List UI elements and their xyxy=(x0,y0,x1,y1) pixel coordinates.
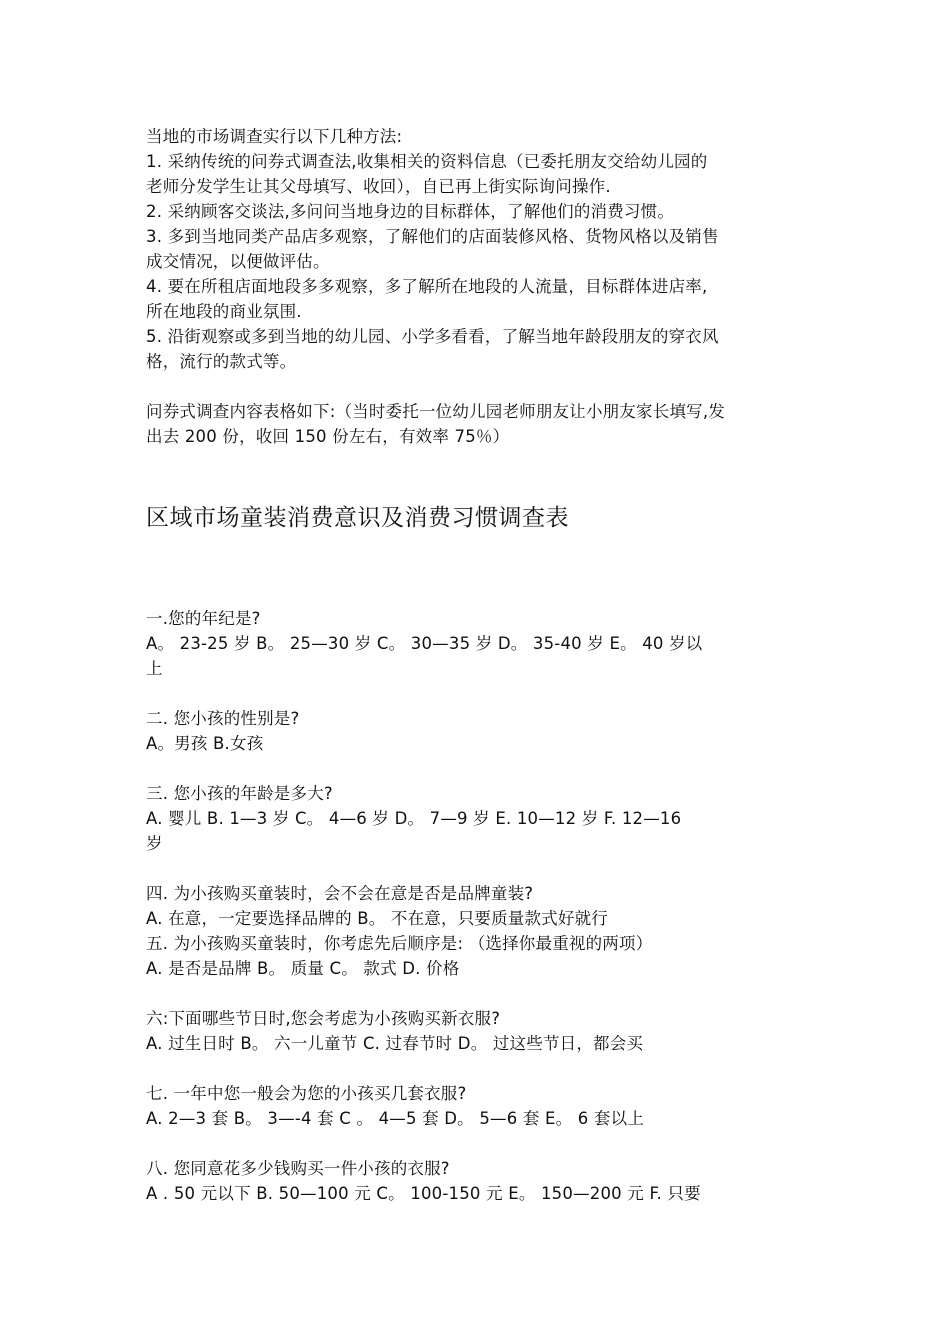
form-title: 区域市场童装消费意识及消费习惯调查表 xyxy=(146,505,569,531)
survey-note-line: 问券式调查内容表格如下:（当时委托一位幼儿园老师朋友让小朋友家长填写,发 xyxy=(146,402,726,421)
question-text: 一.您的年纪是? xyxy=(146,609,261,628)
intro-line: 所在地段的商业氛围. xyxy=(146,302,302,321)
question-options: A. 2—3 套 B。 3—-4 套 C 。 4—5 套 D。 5—6 套 E。 6 套以上 xyxy=(146,1109,645,1128)
question-options: A。男孩 B.女孩 xyxy=(146,734,264,753)
question-text: 六:下面哪些节日时,您会考虑为小孩购买新衣服? xyxy=(146,1009,501,1028)
survey-note-line: 出去 200 份，收回 150 份左右，有效率 75％） xyxy=(146,427,510,446)
question-text: 三. 您小孩的年龄是多大? xyxy=(146,784,333,803)
intro-line: 格，流行的款式等。 xyxy=(146,352,297,371)
intro-line: 当地的市场调查实行以下几种方法: xyxy=(146,127,403,146)
question-text: 八. 您同意花多少钱购买一件小孩的衣服? xyxy=(146,1159,450,1178)
intro-line: 成交情况，以便做评估。 xyxy=(146,252,330,271)
intro-line: 2. 采纳顾客交谈法,多问问当地身边的目标群体，了解他们的消费习惯。 xyxy=(146,202,675,221)
question-options: A。 23-25 岁 B。 25—30 岁 C。 30—35 岁 D。 35-40 岁 E。 40 岁以 xyxy=(146,634,703,653)
question-options: 上 xyxy=(146,659,163,678)
question-options: A. 婴儿 B. 1—3 岁 C。 4—6 岁 D。 7—9 岁 E. 10—12 岁 F. 12—16 xyxy=(146,809,682,828)
intro-line: 老师分发学生让其父母填写、收回），自已再上街实际询问操作. xyxy=(146,177,611,196)
question-text: 二. 您小孩的性别是? xyxy=(146,709,300,728)
question-options: A. 在意，一定要选择品牌的 B。 不在意，只要质量款式好就行 xyxy=(146,909,608,928)
intro-line: 1. 采纳传统的问券式调查法,收集相关的资料信息（已委托朋友交给幼儿园的 xyxy=(146,152,708,171)
question-text: 五. 为小孩购买童装时，你考虑先后顺序是: （选择你最重视的两项） xyxy=(146,934,653,953)
intro-line: 3. 多到当地同类产品店多观察，了解他们的店面装修风格、货物风格以及销售 xyxy=(146,227,719,246)
question-text: 七. 一年中您一般会为您的小孩买几套衣服? xyxy=(146,1084,467,1103)
intro-line: 4. 要在所租店面地段多多观察，多了解所在地段的人流量，目标群体进店率, xyxy=(146,277,708,296)
question-options: A . 50 元以下 B. 50—100 元 C。 100-150 元 E。 150—200 元 F. 只要 xyxy=(146,1184,701,1203)
intro-line: 5. 沿街观察或多到当地的幼儿园、小学多看看，了解当地年龄段朋友的穿衣风 xyxy=(146,327,719,346)
question-options: A. 是否是品牌 B。 质量 C。 款式 D. 价格 xyxy=(146,959,460,978)
question-options: A. 过生日时 B。 六一儿童节 C. 过春节时 D。 过这些节日，都会买 xyxy=(146,1034,644,1053)
question-text: 四. 为小孩购买童装时，会不会在意是否是品牌童装? xyxy=(146,884,534,903)
question-options: 岁 xyxy=(146,834,163,853)
